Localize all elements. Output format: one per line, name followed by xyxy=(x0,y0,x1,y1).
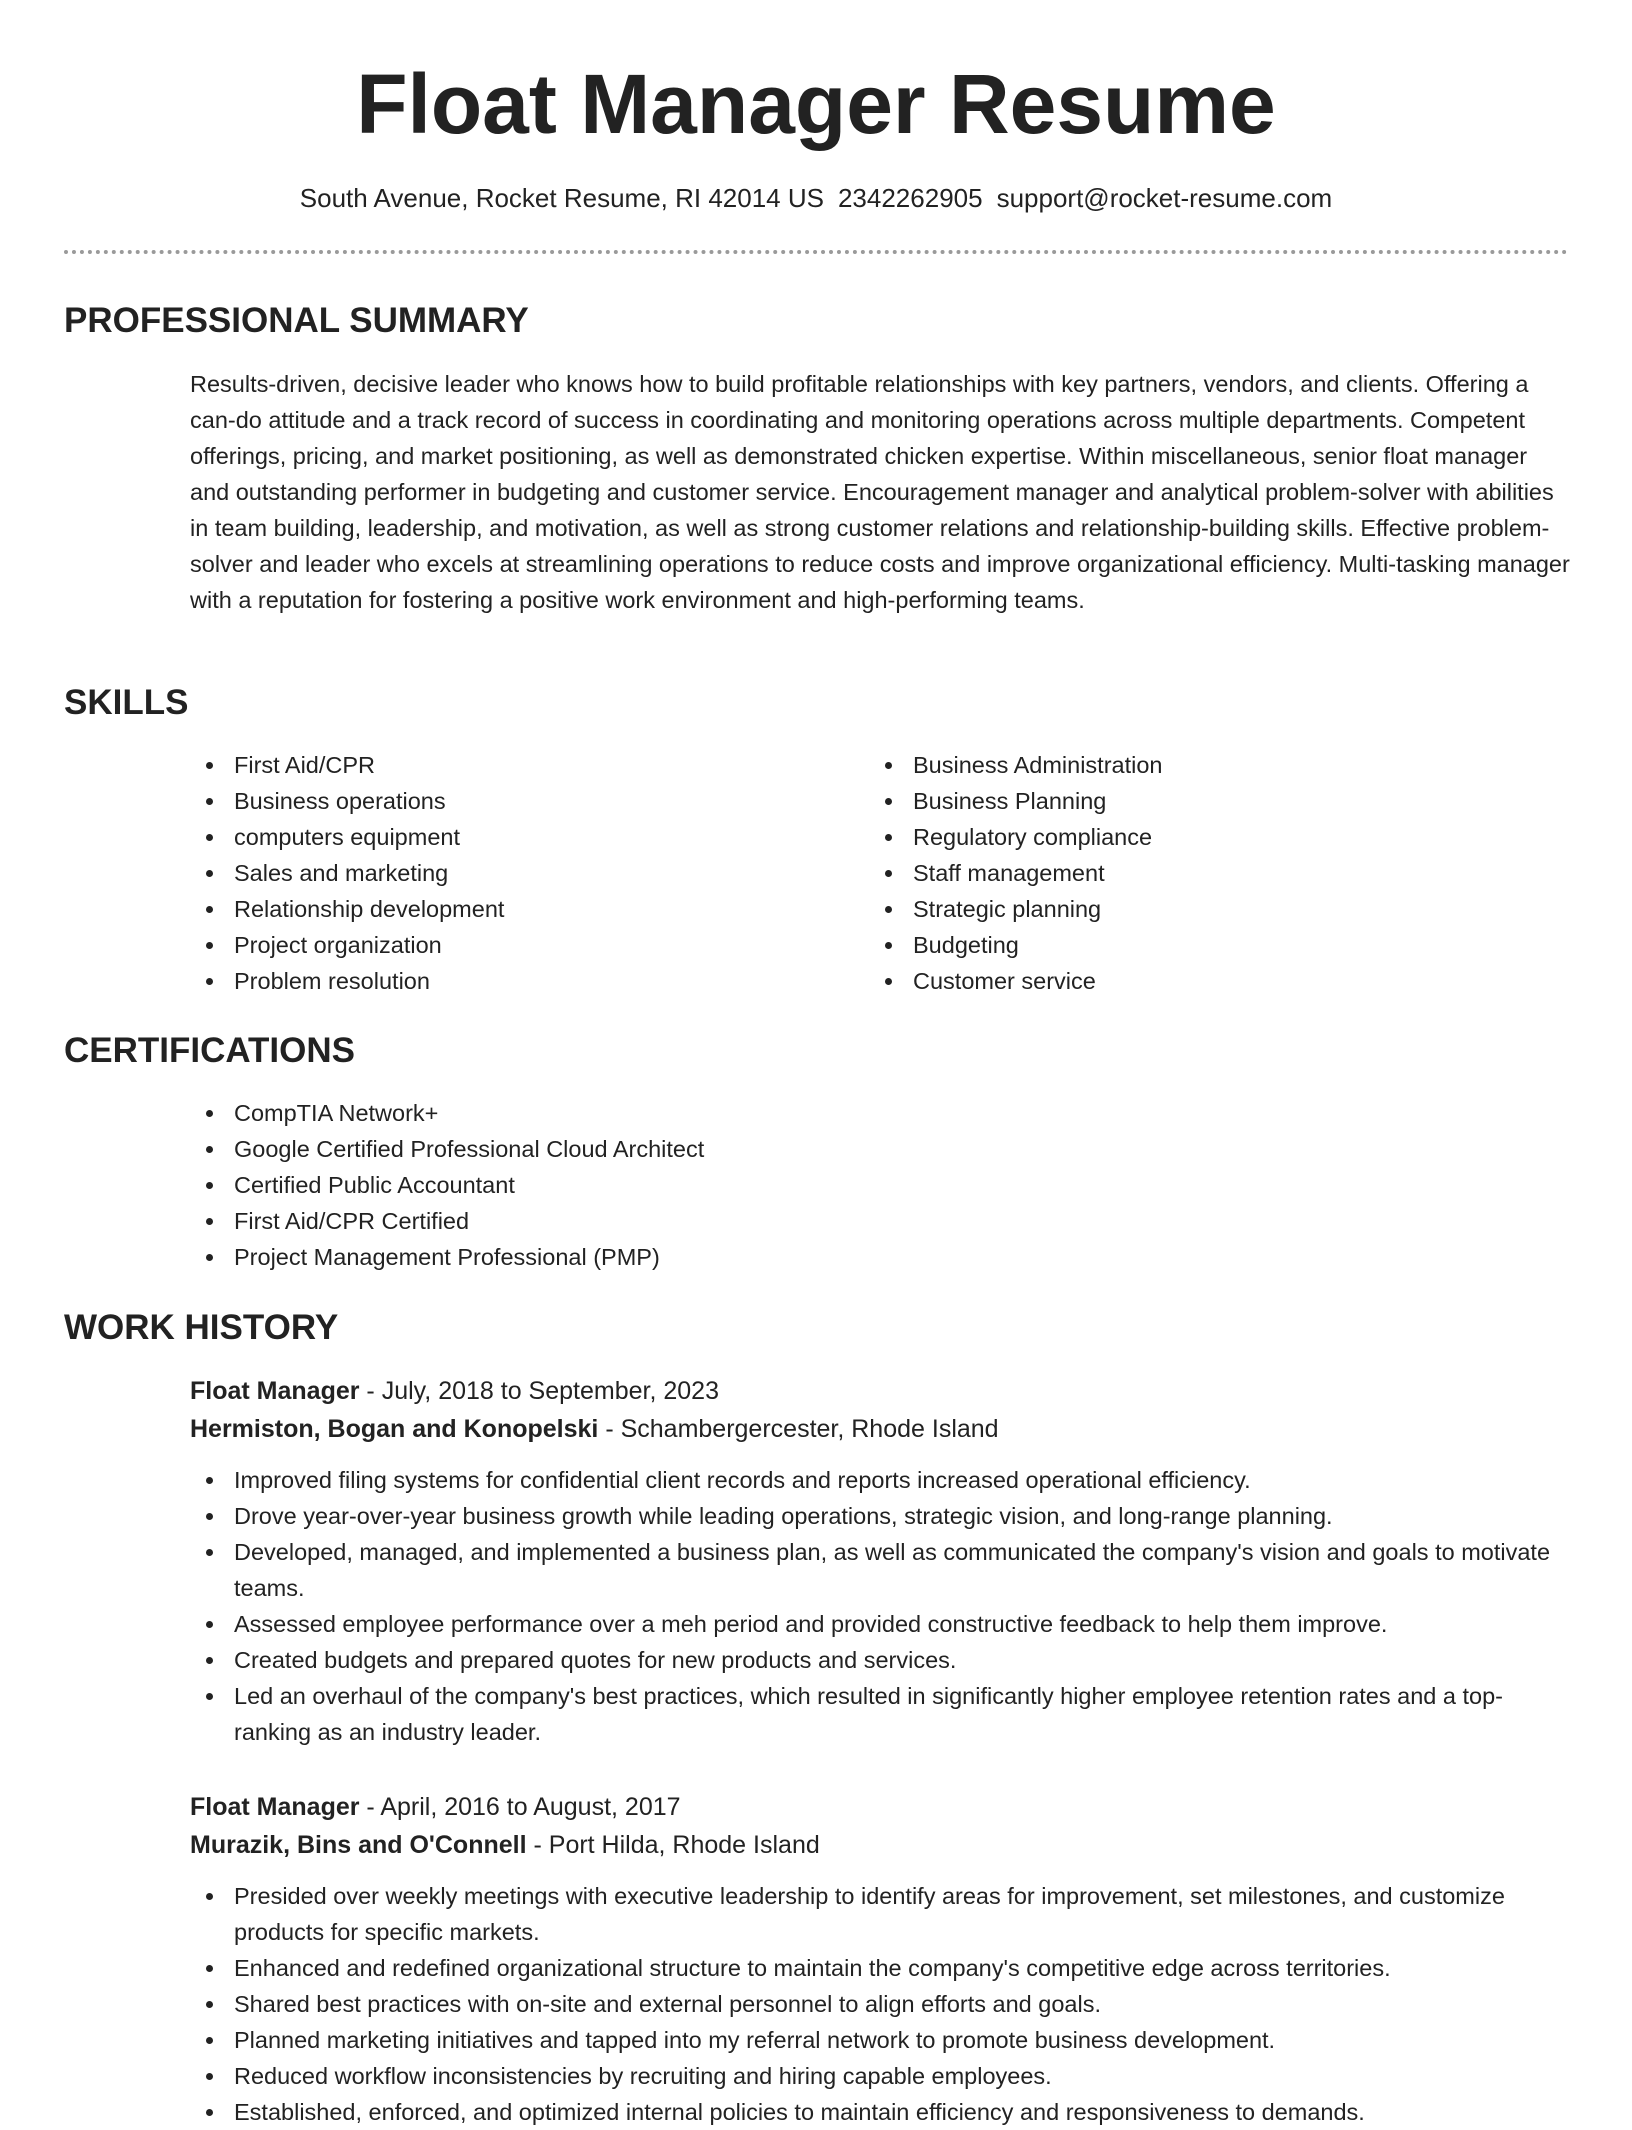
skills-list-right xyxy=(869,747,1509,999)
job-location: - Port Hilda, Rhode Island xyxy=(526,1831,820,1859)
job-duty-item: Presided over weekly meetings with executive leadership to identify areas for improvement, set milestones, and customize products for specific markets. xyxy=(190,1878,1550,1950)
certification-item: CompTIA Network+ xyxy=(190,1095,1570,1131)
job-duty-item: Led an overhaul of the company's best practices, which resulted in significantly higher employee retention rates and a top-ranking as an industry leader. xyxy=(190,1678,1550,1750)
job-duty-item: Drove year-over-year business growth while leading operations, strategic vision, and long-range planning. xyxy=(190,1498,1550,1534)
skill-item: Business Planning xyxy=(869,783,1509,819)
job-duty-item: Enhanced and redefined organizational structure to maintain the company's competitive edge across territories. xyxy=(190,1950,1550,1986)
skill-item: Business Administration xyxy=(869,747,1509,783)
job-dates: - July, 2018 to September, 2023 xyxy=(359,1377,719,1405)
job-title-line xyxy=(190,1372,1570,1410)
skill-item: Regulatory compliance xyxy=(869,819,1509,855)
skill-item: First Aid/CPR xyxy=(190,747,830,783)
skills-heading: SKILLS xyxy=(64,683,189,722)
contact-email: support@rocket-resume.com xyxy=(996,183,1333,213)
job-entry xyxy=(190,1788,1570,2130)
certification-item: Certified Public Accountant xyxy=(190,1167,1570,1203)
skill-item: Sales and marketing xyxy=(190,855,830,891)
header-divider xyxy=(64,250,1568,254)
job-company: Murazik, Bins and O'Connell xyxy=(190,1831,527,1859)
job-dates: - April, 2016 to August, 2017 xyxy=(359,1793,681,1821)
work-history-heading: WORK HISTORY xyxy=(64,1308,339,1347)
skill-item: Budgeting xyxy=(869,927,1509,963)
job-duty-item: Reduced workflow inconsistencies by recruiting and hiring capable employees. xyxy=(190,2058,1550,2094)
job-entry xyxy=(190,1372,1570,1750)
skill-item: Project organization xyxy=(190,927,830,963)
skill-item: Business operations xyxy=(190,783,830,819)
certifications-heading: CERTIFICATIONS xyxy=(64,1031,356,1070)
resume-title: Float Manager Resume xyxy=(356,57,1276,151)
skill-item: Strategic planning xyxy=(869,891,1509,927)
job-duty-item: Developed, managed, and implemented a business plan, as well as communicated the company's vision and goals to motivate teams. xyxy=(190,1534,1550,1606)
contact-line xyxy=(0,180,1632,216)
summary-text: Results-driven, decisive leader who knows how to build profitable relationships with key partners, vendors, and clients. Offering a can-do attitude and a track record of success in coordinating and monitoring operations across multiple departments. Competent offerings, pricing, and market positioning, as well as demonstrated chicken expertise. Within miscellaneous, senior float manager and outstanding performer in budgeting and customer service. Encouragement manager and analytical problem-solver with abilities in team building, leadership, and motivation, as well as strong customer relations and relationship-building skills. Effective problem-solver and leader who excels at streamlining operations to reduce costs and improve organizational efficiency. Multi-tasking manager with a reputation for fostering a positive work environment and high-performing teams. xyxy=(190,371,1570,613)
job-title-line xyxy=(190,1788,1570,1826)
job-duty-item: Established, enforced, and optimized internal policies to maintain efficiency and responsiveness to demands. xyxy=(190,2094,1550,2130)
job-duty-item: Shared best practices with on-site and external personnel to align efforts and goals. xyxy=(190,1986,1550,2022)
skill-item: Problem resolution xyxy=(190,963,830,999)
job-company-line xyxy=(190,1826,1570,1864)
job-duties-list xyxy=(190,1462,1550,1750)
job-duty-item: Improved filing systems for confidential client records and reports increased operational efficiency. xyxy=(190,1462,1550,1498)
skill-item: Staff management xyxy=(869,855,1509,891)
contact-address: South Avenue, Rocket Resume, RI 42014 US xyxy=(299,183,824,213)
job-company-line xyxy=(190,1410,1570,1448)
job-duties-list xyxy=(190,1878,1550,2130)
skill-item: computers equipment xyxy=(190,819,830,855)
certification-item: Project Management Professional (PMP) xyxy=(190,1239,1570,1275)
skill-item: Relationship development xyxy=(190,891,830,927)
contact-phone: 2342262905 xyxy=(837,183,983,213)
job-role: Float Manager xyxy=(190,1377,360,1405)
job-location: - Schambergercester, Rhode Island xyxy=(598,1415,999,1443)
job-role: Float Manager xyxy=(190,1793,360,1821)
summary-heading: PROFESSIONAL SUMMARY xyxy=(64,301,529,340)
skill-item: Customer service xyxy=(869,963,1509,999)
certification-item: Google Certified Professional Cloud Architect xyxy=(190,1131,1570,1167)
skills-list-left xyxy=(190,747,830,999)
job-duty-item: Planned marketing initiatives and tapped into my referral network to promote business development. xyxy=(190,2022,1550,2058)
certifications-list xyxy=(190,1095,1570,1275)
certification-item: First Aid/CPR Certified xyxy=(190,1203,1570,1239)
job-duty-item: Assessed employee performance over a meh period and provided constructive feedback to help them improve. xyxy=(190,1606,1550,1642)
job-duty-item: Created budgets and prepared quotes for new products and services. xyxy=(190,1642,1550,1678)
job-company: Hermiston, Bogan and Konopelski xyxy=(190,1415,599,1443)
